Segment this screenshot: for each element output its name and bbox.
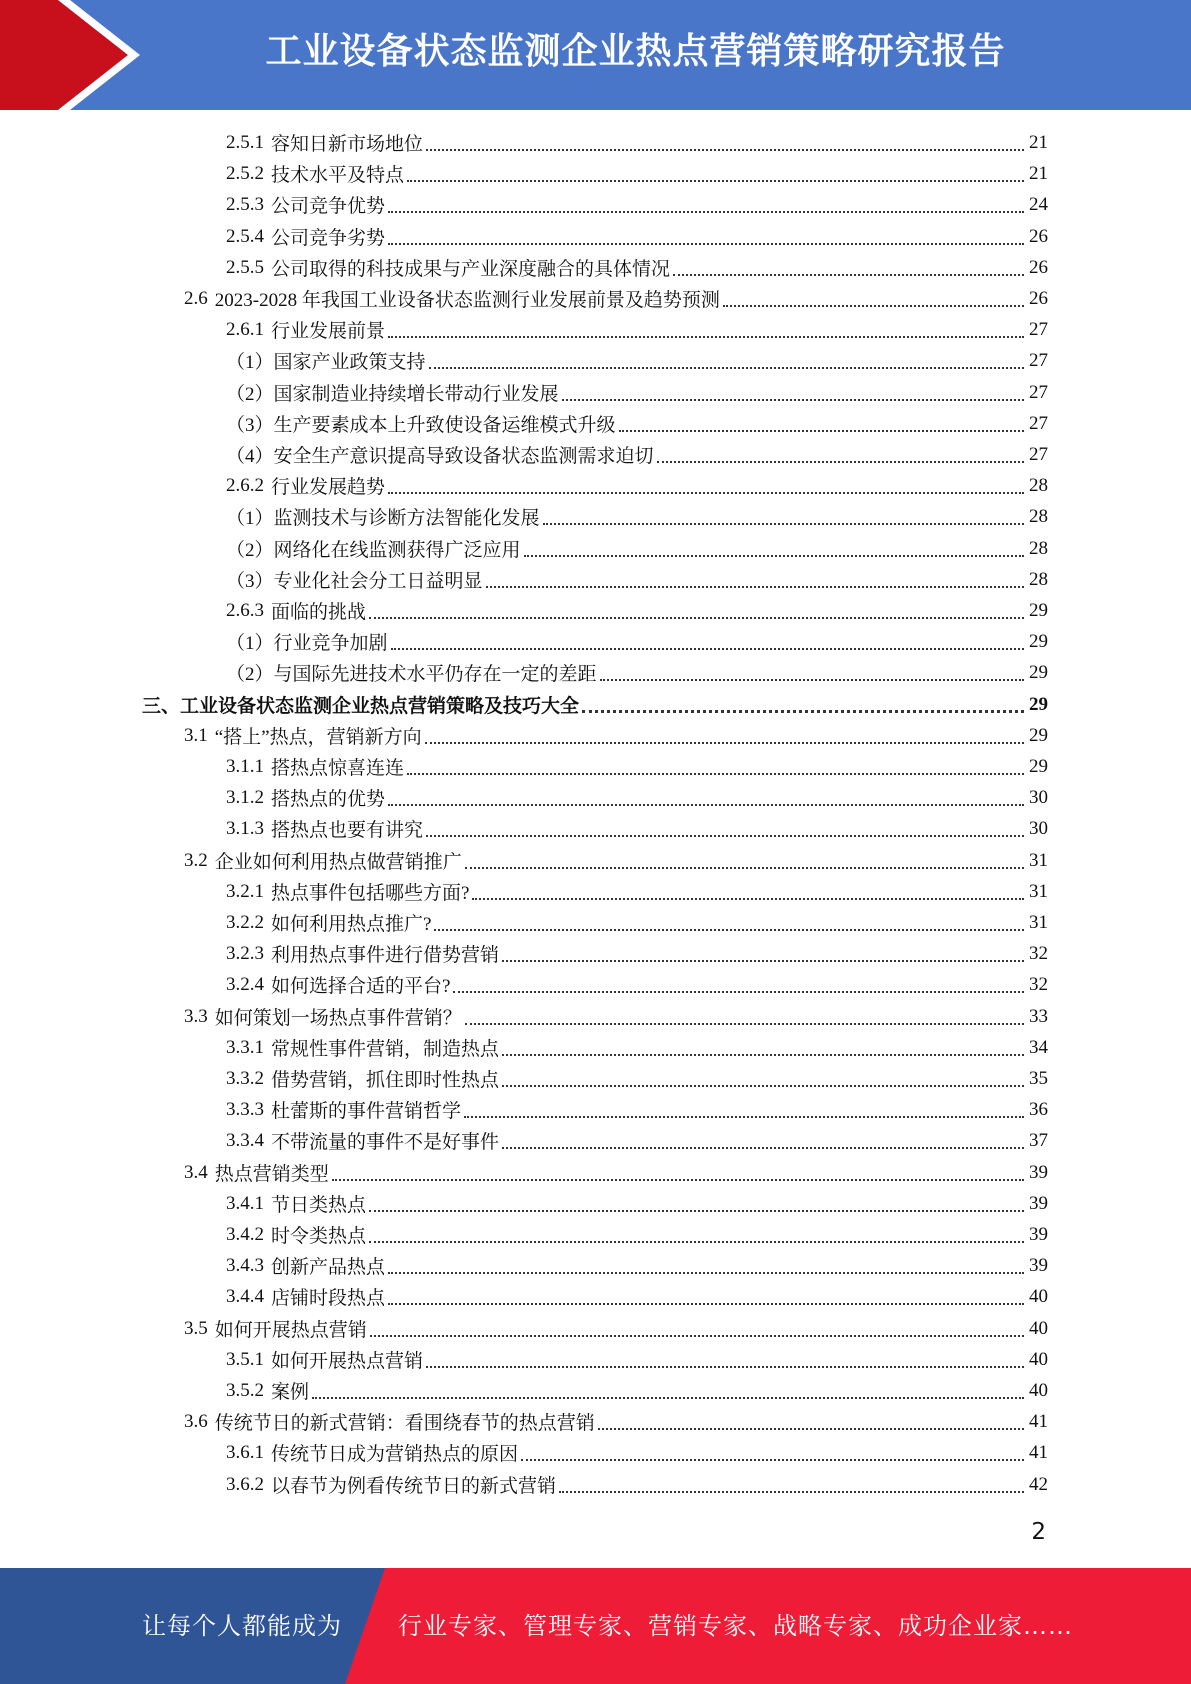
toc-entry[interactable] — [0, 189, 1191, 220]
toc-entry[interactable] — [0, 252, 1191, 283]
toc-entry[interactable] — [0, 813, 1191, 844]
toc-entry-page: 30 — [1029, 786, 1048, 808]
toc-entry-title: 安全生产意识提高导致设备状态监测需求迫切 — [273, 446, 654, 467]
toc-entry-page: 28 — [1029, 505, 1048, 527]
toc-entry[interactable] — [0, 1188, 1191, 1219]
toc-entry-number: 3.1.2 — [226, 786, 264, 808]
toc-leader-dots — [502, 1085, 1024, 1087]
toc-entry-title: 面临的挑战 — [271, 602, 367, 623]
toc-entry-number: （2） — [226, 540, 274, 561]
toc-entry[interactable] — [0, 564, 1191, 595]
toc-entry-number: （3） — [226, 571, 274, 592]
toc-entry-page: 27 — [1029, 349, 1048, 371]
toc-entry-page: 41 — [1029, 1441, 1048, 1463]
toc-entry-page: 27 — [1029, 318, 1048, 340]
toc-entry[interactable] — [0, 720, 1191, 751]
toc-entry-title: 行业竞争加剧 — [273, 633, 388, 654]
toc-leader-dots — [657, 461, 1024, 463]
footer-slogan-right: 行业专家、管理专家、营销专家、战略专家、成功企业家…… — [398, 1612, 1073, 1640]
toc-entry-number: 3.1.3 — [226, 817, 264, 839]
toc-entry-page: 21 — [1029, 162, 1048, 184]
toc-entry[interactable] — [0, 876, 1191, 907]
toc-entry-number: 3.4.1 — [226, 1192, 264, 1214]
toc-leader-dots — [472, 898, 1024, 900]
toc-leader-dots — [453, 991, 1024, 993]
toc-entry-title: 节日类热点 — [271, 1195, 367, 1216]
toc-entry-page: 42 — [1029, 1473, 1048, 1495]
toc-entry-page: 40 — [1029, 1348, 1048, 1370]
toc-entry-title: 不带流量的事件不是好事件 — [271, 1132, 500, 1153]
toc-entry-number: 3.6 — [184, 1410, 208, 1432]
toc-entry-number: （1） — [226, 352, 274, 373]
toc-entry-title: 常规性事件营销，制造热点 — [271, 1039, 500, 1060]
toc-entry-page: 36 — [1029, 1098, 1048, 1120]
toc-entry-page: 40 — [1029, 1285, 1048, 1307]
toc-entry[interactable] — [0, 1032, 1191, 1063]
toc-entry[interactable] — [0, 1313, 1191, 1344]
toc-leader-dots — [332, 1179, 1024, 1181]
toc-entry-page: 35 — [1029, 1067, 1048, 1089]
toc-entry-number: 3.3.3 — [226, 1098, 264, 1120]
toc-entry-title: 如何开展热点营销 — [214, 1320, 367, 1341]
toc-entry[interactable] — [0, 439, 1191, 470]
toc-entry-title: 利用热点事件进行借势营销 — [271, 945, 500, 966]
toc-entry-title: 杜蕾斯的事件营销哲学 — [271, 1101, 462, 1122]
toc-entry[interactable] — [0, 969, 1191, 1000]
footer-banner — [0, 1568, 1191, 1684]
toc-entry[interactable] — [0, 1375, 1191, 1406]
toc-leader-dots — [369, 1210, 1024, 1212]
toc-entry-title: 技术水平及特点 — [271, 165, 405, 186]
toc-entry-page: 31 — [1029, 849, 1048, 871]
toc-entry[interactable] — [0, 1250, 1191, 1281]
toc-leader-dots — [723, 305, 1024, 307]
toc-entry-title: 时令类热点 — [271, 1226, 367, 1247]
toc-entry[interactable] — [0, 345, 1191, 376]
toc-entry-number: 3.2.3 — [226, 942, 264, 964]
toc-entry[interactable] — [0, 845, 1191, 876]
toc-entry-title: 专业化社会分工日益明显 — [273, 571, 483, 592]
toc-entry-title: 借势营销，抓住即时性热点 — [271, 1070, 500, 1091]
toc-entry[interactable] — [0, 158, 1191, 189]
toc-entry[interactable] — [0, 626, 1191, 657]
toc-leader-dots — [486, 586, 1024, 588]
toc-leader-dots — [600, 679, 1024, 681]
toc-leader-dots — [425, 742, 1024, 744]
toc-entry-number: 3.4 — [184, 1161, 208, 1183]
toc-entry-title: 传统节日成为营销热点的原因 — [271, 1444, 519, 1465]
toc-entry-number: （2） — [226, 384, 274, 405]
toc-entry-title: 行业发展前景 — [271, 321, 386, 342]
toc-entry-title: 传统节日的新式营销：看围绕春节的热点营销 — [214, 1413, 595, 1434]
toc-entry-title: 搭热点惊喜连连 — [271, 758, 405, 779]
toc-entry[interactable] — [0, 1063, 1191, 1094]
toc-entry-page: 21 — [1029, 131, 1048, 153]
toc-leader-dots — [391, 648, 1024, 650]
toc-leader-dots — [619, 430, 1024, 432]
toc-leader-dots — [524, 555, 1024, 557]
toc-entry-page: 29 — [1029, 661, 1048, 683]
toc-entry-title: 以春节为例看传统节日的新式营销 — [271, 1476, 557, 1497]
toc-entry[interactable] — [0, 314, 1191, 345]
toc-entry-number: （2） — [226, 664, 274, 685]
toc-entry-page: 37 — [1029, 1129, 1048, 1151]
toc-entry-title: 搭热点也要有讲究 — [271, 820, 424, 841]
toc-entry-number: 2.6.3 — [226, 599, 264, 621]
toc-entry-title: 与国际先进技术水平仍存在一定的差距 — [273, 664, 597, 685]
toc-leader-dots — [429, 367, 1024, 369]
toc-entry-page: 26 — [1029, 256, 1048, 278]
header-chevron-icon — [0, 0, 160, 110]
toc-entry-number: 2.6.2 — [226, 474, 264, 496]
toc-entry-number: 3.1.1 — [226, 755, 264, 777]
toc-entry-number: 2.6.1 — [226, 318, 264, 340]
toc-leader-dots — [312, 1397, 1024, 1399]
toc-entry-page: 27 — [1029, 381, 1048, 403]
toc-entry-page: 41 — [1029, 1410, 1048, 1432]
toc-entry-number: （1） — [226, 633, 274, 654]
toc-leader-dots — [426, 835, 1024, 837]
toc-leader-dots — [388, 1303, 1024, 1305]
toc-entry-page: 29 — [1029, 630, 1048, 652]
toc-leader-dots — [388, 492, 1024, 494]
toc-leader-dots — [426, 149, 1024, 151]
toc-entry[interactable] — [0, 751, 1191, 782]
toc-entry[interactable] — [0, 1094, 1191, 1125]
toc-entry[interactable] — [0, 1437, 1191, 1468]
toc-entry[interactable] — [0, 1125, 1191, 1156]
toc-leader-dots — [562, 399, 1024, 401]
toc-entry[interactable] — [0, 470, 1191, 501]
toc-leader-dots — [426, 1366, 1024, 1368]
toc-leader-dots — [388, 211, 1024, 213]
toc-entry-page: 39 — [1029, 1254, 1048, 1276]
toc-entry-page: 32 — [1029, 942, 1048, 964]
toc-leader-dots — [464, 1116, 1024, 1118]
toc-entry[interactable] — [0, 907, 1191, 938]
toc-entry-title: 工业设备状态监测企业热点营销策略及技巧大全 — [180, 696, 580, 717]
toc-entry-number: 3.3.1 — [226, 1036, 264, 1058]
toc-entry[interactable] — [0, 1344, 1191, 1375]
toc-entry[interactable] — [0, 408, 1191, 439]
toc-entry[interactable] — [0, 127, 1191, 158]
toc-entry-title: 监测技术与诊断方法智能化发展 — [273, 508, 540, 529]
toc-entry-title: 公司竞争优势 — [271, 196, 386, 217]
toc-entry[interactable] — [0, 501, 1191, 532]
toc-entry-page: 29 — [1029, 724, 1048, 746]
toc-entry-number: 3.2.4 — [226, 973, 264, 995]
toc-entry-page: 29 — [1029, 693, 1048, 715]
toc-leader-dots — [388, 1272, 1024, 1274]
toc-entry-page: 28 — [1029, 474, 1048, 496]
toc-leader-dots — [388, 336, 1024, 338]
toc-entry[interactable] — [0, 377, 1191, 408]
toc-leader-dots — [598, 1428, 1024, 1430]
toc-leader-dots — [521, 1459, 1024, 1461]
toc-leader-dots — [502, 960, 1024, 962]
toc-entry-page: 34 — [1029, 1036, 1048, 1058]
toc-entry-title: 热点营销类型 — [214, 1164, 329, 1185]
toc-leader-dots — [434, 929, 1024, 931]
toc-entry-page: 28 — [1029, 537, 1048, 559]
toc-entry-number: 3.4.3 — [226, 1254, 264, 1276]
toc-entry-number: 3.3.4 — [226, 1129, 264, 1151]
toc-entry[interactable] — [0, 1281, 1191, 1312]
toc-leader-dots — [369, 617, 1024, 619]
toc-entry-page: 30 — [1029, 817, 1048, 839]
toc-entry-number: 3.2 — [184, 849, 208, 871]
toc-leader-dots — [388, 243, 1024, 245]
toc-entry-number: （4） — [226, 446, 274, 467]
toc-entry-title: 如何选择合适的平台? — [271, 976, 451, 997]
toc-entry[interactable] — [0, 595, 1191, 626]
toc-entry-page: 31 — [1029, 911, 1048, 933]
toc-entry-page: 26 — [1029, 225, 1048, 247]
toc-entry-title: 生产要素成本上升致使设备运维模式升级 — [273, 415, 616, 436]
toc-leader-dots — [465, 867, 1024, 869]
toc-entry-number: 3.5.2 — [226, 1379, 264, 1401]
toc-entry-number: 3.5.1 — [226, 1348, 264, 1370]
toc-leader-dots — [502, 1147, 1024, 1149]
toc-entry-number: 3.2.1 — [226, 880, 264, 902]
toc-leader-dots — [559, 1491, 1024, 1493]
toc-entry[interactable] — [0, 1001, 1191, 1032]
toc-entry[interactable] — [0, 1157, 1191, 1188]
toc-entry-page: 31 — [1029, 880, 1048, 902]
toc-entry-number: 2.6 — [184, 287, 208, 309]
toc-entry-page: 29 — [1029, 755, 1048, 777]
page-number: 2 — [1031, 1519, 1046, 1545]
header-chevron-red — [0, 0, 128, 110]
toc-entry-title: 容知日新市场地位 — [271, 134, 424, 155]
toc-entry-page: 27 — [1029, 412, 1048, 434]
toc-entry-number: 3.4.4 — [226, 1285, 264, 1307]
toc-entry[interactable] — [0, 1469, 1191, 1500]
toc-entry[interactable] — [0, 782, 1191, 813]
document-title: 工业设备状态监测企业热点营销策略研究报告 — [265, 31, 1006, 72]
toc-entry-number: 3.2.2 — [226, 911, 264, 933]
toc-entry-number: 2.5.4 — [226, 225, 264, 247]
toc-entry[interactable] — [0, 938, 1191, 969]
toc-entry-title: 公司取得的科技成果与产业深度融合的具体情况 — [271, 259, 671, 280]
toc-entry-number: 3.5 — [184, 1317, 208, 1339]
toc-entry-number: 3.6.2 — [226, 1473, 264, 1495]
toc-entry-title: 企业如何利用热点做营销推广 — [214, 852, 462, 873]
toc-entry-number: （3） — [226, 415, 274, 436]
toc-entry-page: 29 — [1029, 599, 1048, 621]
toc-entry[interactable] — [0, 1219, 1191, 1250]
toc-entry-number: （1） — [226, 508, 274, 529]
toc-leader-dots — [370, 1335, 1024, 1337]
toc-entry-page: 32 — [1029, 973, 1048, 995]
toc-entry-number: 三、 — [142, 696, 181, 717]
toc-entry-number: 2.5.2 — [226, 162, 264, 184]
toc-entry-title: 国家产业政策支持 — [273, 352, 426, 373]
toc-entry-page: 39 — [1029, 1223, 1048, 1245]
toc-leader-dots — [543, 523, 1024, 525]
toc-entry-title: 如何开展热点营销 — [271, 1351, 424, 1372]
toc-entry-number: 3.3 — [184, 1005, 208, 1027]
toc-entry-title: 行业发展趋势 — [271, 477, 386, 498]
toc-entry-page: 28 — [1029, 568, 1048, 590]
toc-leader-dots — [388, 804, 1024, 806]
toc-entry-number: 3.4.2 — [226, 1223, 264, 1245]
toc-entry-title: 国家制造业持续增长带动行业发展 — [273, 384, 559, 405]
toc-entry-title: 店铺时段热点 — [271, 1288, 386, 1309]
toc-entry-title: 如何策划一场热点事件营销？ — [214, 1008, 462, 1029]
toc-entry[interactable] — [0, 657, 1191, 688]
toc-entry-title: 公司竞争劣势 — [271, 228, 386, 249]
toc-leader-dots — [465, 1023, 1024, 1025]
toc-leader-dots — [673, 274, 1024, 276]
toc-leader-dots — [582, 710, 1024, 713]
toc-entry-page: 40 — [1029, 1379, 1048, 1401]
toc-entry-page: 24 — [1029, 193, 1048, 215]
toc-entry-page: 39 — [1029, 1161, 1048, 1183]
toc-entry-title: 案例 — [271, 1382, 310, 1403]
toc-entry-number: 3.1 — [184, 724, 208, 746]
toc-entry-page: 33 — [1029, 1005, 1048, 1027]
toc-leader-dots — [407, 180, 1024, 182]
toc-entry-page: 40 — [1029, 1317, 1048, 1339]
toc-entry-number: 3.3.2 — [226, 1067, 264, 1089]
toc-entry-title: 网络化在线监测获得广泛应用 — [273, 540, 521, 561]
toc-leader-dots — [407, 773, 1024, 775]
toc-entry[interactable] — [0, 533, 1191, 564]
toc-entry-title: 2023-2028 年我国工业设备状态监测行业发展前景及趋势预测 — [214, 290, 720, 311]
toc-entry-title: “搭上”热点，营销新方向 — [214, 727, 422, 748]
toc-entry-page: 27 — [1029, 443, 1048, 465]
toc-entry-number: 2.5.5 — [226, 256, 264, 278]
toc-entry[interactable] — [0, 221, 1191, 252]
toc-entry-title: 创新产品热点 — [271, 1257, 386, 1278]
toc-entry-title: 热点事件包括哪些方面? — [271, 883, 470, 904]
footer-slogan-left: 让每个人都能成为 — [142, 1612, 342, 1640]
toc-entry-number: 3.6.1 — [226, 1441, 264, 1463]
toc-entry-title: 如何利用热点推广? — [271, 914, 432, 935]
toc-entry-number: 2.5.3 — [226, 193, 264, 215]
toc-entry[interactable] — [0, 283, 1191, 314]
toc-entry-title: 搭热点的优势 — [271, 789, 386, 810]
toc-entry-page: 39 — [1029, 1192, 1048, 1214]
toc-entry-number: 2.5.1 — [226, 131, 264, 153]
header-banner — [0, 0, 1191, 110]
toc-leader-dots — [369, 1241, 1024, 1243]
toc-entry[interactable] — [0, 1406, 1191, 1437]
toc-leader-dots — [502, 1054, 1024, 1056]
toc-entry-page: 26 — [1029, 287, 1048, 309]
toc-entry[interactable] — [0, 689, 1191, 720]
